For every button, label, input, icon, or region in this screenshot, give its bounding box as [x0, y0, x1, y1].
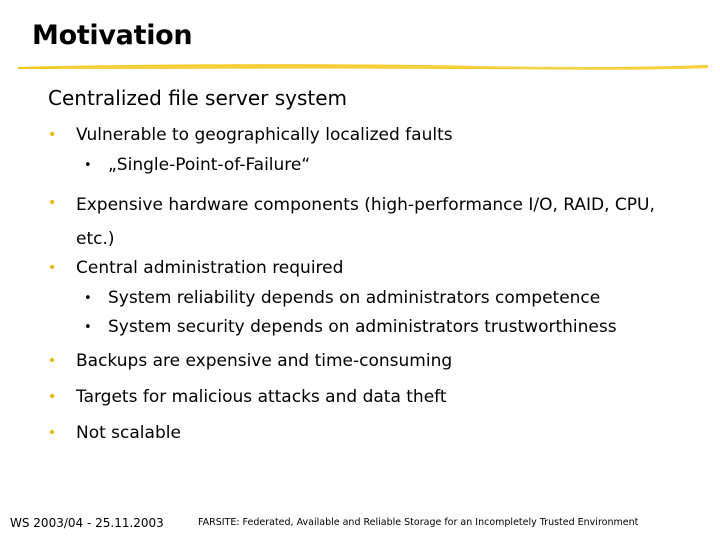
bullet-item: [48, 346, 668, 377]
subtitle: Centralized file server system: [48, 86, 348, 110]
footer-date: WS 2003/04 - 25.11.2003: [10, 516, 164, 530]
bullet-item: [48, 120, 668, 151]
sub-bullet-dot-icon: •: [84, 291, 92, 306]
sub-bullet-item: [84, 313, 617, 342]
bullet-dot-icon: •: [48, 260, 57, 276]
bullet-item: [48, 188, 668, 256]
bullet-text: Targets for malicious attacks and data theft: [76, 387, 447, 407]
bullet-dot-icon: •: [48, 389, 57, 405]
bullet-item: [48, 418, 668, 449]
sub-bullet-dot-icon: •: [84, 320, 92, 335]
sub-bullet-item: [84, 151, 310, 180]
bullet-dot-icon: •: [48, 195, 57, 211]
footer-title: FARSITE: Federated, Available and Reliable Storage for an Incompletely Trusted Environment: [198, 517, 639, 528]
bullet-item: [48, 253, 668, 284]
bullet-item: [48, 382, 668, 413]
bullet-text: Backups are expensive and time-consuming: [76, 351, 453, 371]
bullet-text: Central administration required: [76, 258, 344, 278]
sub-bullet-text: System security depends on administrators trustworthiness: [108, 317, 617, 337]
title-underline: [18, 58, 708, 74]
bullet-dot-icon: •: [48, 353, 57, 369]
bullet-dot-icon: •: [48, 127, 57, 143]
bullet-text: Not scalable: [76, 423, 181, 443]
sub-bullet-item: [84, 284, 600, 313]
sub-bullet-text: System reliability depends on administrators competence: [108, 288, 601, 308]
sub-bullet-dot-icon: •: [84, 158, 92, 173]
bullet-text: Expensive hardware components (high-performance I/O, RAID, CPU, etc.): [76, 195, 655, 249]
sub-bullet-text: „Single-Point-of-Failure“: [108, 155, 311, 175]
bullet-dot-icon: •: [48, 425, 57, 441]
bullet-text: Vulnerable to geographically localized faults: [76, 125, 453, 145]
slide-title: Motivation: [32, 20, 193, 51]
